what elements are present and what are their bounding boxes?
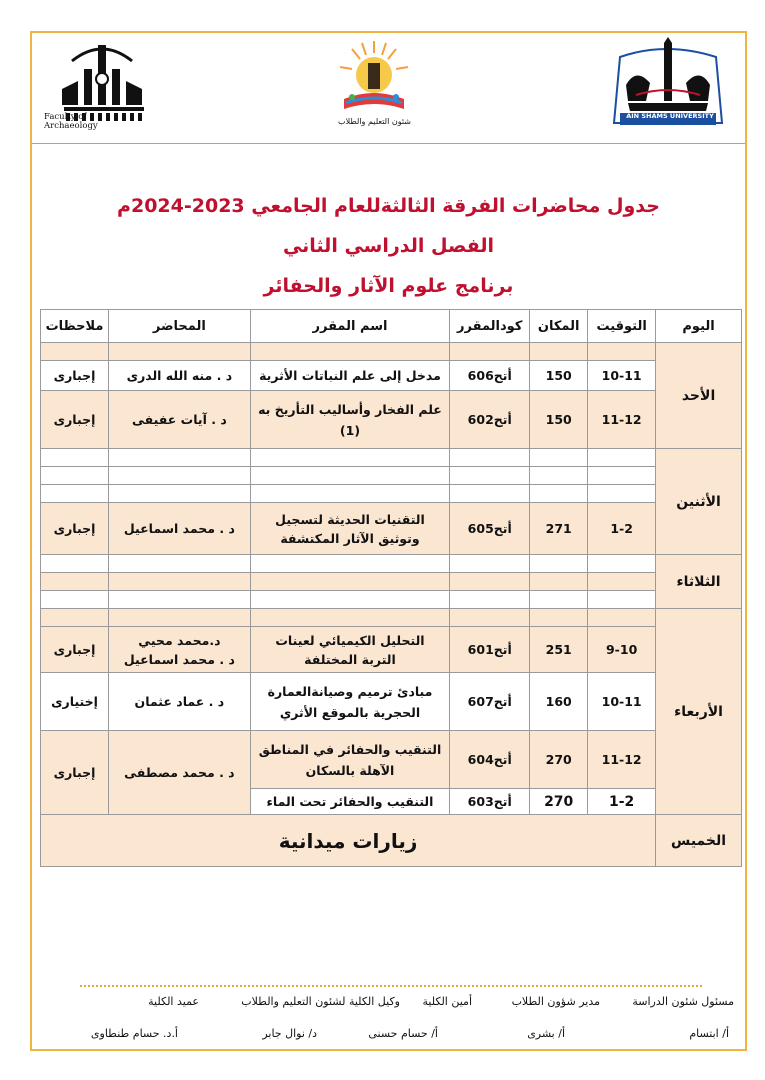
empty-cell [588,591,656,609]
row-lecturer: د . محمد اسماعيل [109,503,251,555]
table-row [41,815,742,867]
course-line: التربة المختلفة [304,651,396,667]
empty-cell [41,591,109,609]
course-line: الحجرية بالموقع الأثري [279,704,421,720]
row-place: 251 [530,627,588,673]
signature-name: أ/ بشرى [527,1027,565,1040]
row-time: 11-12 [588,391,656,449]
row-course [250,731,450,789]
table-row [41,591,742,609]
empty-cell [450,609,530,627]
row-lecturer: د . عماد عثمان [109,673,251,731]
row-code: أتح604 [450,731,530,789]
empty-cell [450,591,530,609]
course-line: (1) [339,422,361,438]
empty-cell [588,555,656,573]
header-time: التوقيت [588,310,656,343]
empty-cell [41,467,109,485]
empty-cell [250,485,450,503]
footer-divider [80,985,702,987]
row-code: أتح605 [450,503,530,555]
empty-cell [588,449,656,467]
empty-cell [530,343,588,361]
empty-cell [41,573,109,591]
empty-cell [41,609,109,627]
course-line: التقنيات الحديثة لتسجيل [275,511,425,527]
header-notes: ملاحظات [41,310,109,343]
lecturer-line: د.محمد محيي [138,632,221,648]
row-code: أتح606 [450,361,530,391]
empty-cell [41,449,109,467]
table-row [41,573,742,591]
education-affairs-logo [332,37,417,142]
header-lecturer: المحاضر [109,310,251,343]
day-thursday: الخميس [656,815,742,867]
empty-cell [530,555,588,573]
empty-cell [588,573,656,591]
row-course: التنقيب والحفائر تحت الماء [250,789,450,815]
empty-cell [530,609,588,627]
empty-cell [41,343,109,361]
empty-cell [41,485,109,503]
empty-cell [450,449,530,467]
empty-cell [109,343,251,361]
row-course [250,503,450,555]
row-notes: إجبارى [41,361,109,391]
course-line: مبادئ ترميم وصيانةالعمارة [267,683,433,699]
row-code: أتح603 [450,789,530,815]
empty-cell [450,573,530,591]
day-wednesday: الأربعاء [656,609,742,815]
row-notes: إجبارى [41,391,109,449]
empty-cell [588,343,656,361]
empty-cell [109,555,251,573]
table-row [41,391,742,449]
row-time: 10-11 [588,361,656,391]
empty-cell [250,449,450,467]
signature-name: أ/ ابتسام [689,1027,729,1040]
empty-cell [530,573,588,591]
row-course [250,673,450,731]
course-line: علم الفخار وأساليب التأريخ به [258,401,442,417]
empty-cell [250,573,450,591]
empty-cell [588,467,656,485]
table-row [41,343,742,361]
header-divider [32,143,745,144]
faculty-logo-caption: Faculty of Archaeology [44,112,98,131]
signature-name: د/ نوال جابر [262,1027,317,1040]
right-logo-caption: AIN SHAMS UNIVERSITY [626,112,714,120]
course-line: الآهلة بالسكان [305,762,395,778]
empty-cell [250,343,450,361]
row-place: 270 [530,731,588,789]
empty-cell [450,343,530,361]
row-notes: إختيارى [41,673,109,731]
table-row [41,503,742,555]
row-time: 9-10 [588,627,656,673]
row-place: 150 [530,361,588,391]
day-sunday: الأحد [656,343,742,449]
empty-cell [450,555,530,573]
schedule-page [30,31,747,1051]
row-time: 10-11 [588,673,656,731]
schedule-title: جدول محاضرات الفرقة الثالثةللعام الجامعي 2023-2024م [117,195,660,217]
lecturer-line: د . محمد اسماعيل [123,651,235,667]
empty-cell [109,467,251,485]
row-lecturer: د . محمد مصطفى [109,731,251,815]
signature-title: مسئول شئون الدراسة [632,995,734,1008]
row-code: أتح607 [450,673,530,731]
program-title: برنامج علوم الآثار والحفائر [263,275,514,297]
logo-bar [32,33,745,143]
row-course [250,391,450,449]
row-notes: إجبارى [41,503,109,555]
table-row [41,627,742,673]
table-row [41,361,742,391]
table-row [41,673,742,731]
row-code: أتح601 [450,627,530,673]
course-line: التحليل الكيميائي لعينات [275,632,425,648]
table-row [41,555,742,573]
row-place: 270 [530,789,588,815]
row-time: 1-2 [588,503,656,555]
signature-name: أ.د. حسام طنطاوى [90,1027,178,1040]
course-line: وتوثيق الآثار المكتشفة [280,530,420,546]
empty-cell [530,591,588,609]
day-monday: الأثنين [656,449,742,555]
center-logo-caption: شئون التعليم والطلاب [338,117,411,126]
empty-cell [530,467,588,485]
signature-title: عميد الكلية [148,995,199,1008]
schedule-table [40,309,742,867]
empty-cell [109,573,251,591]
empty-cell [250,591,450,609]
row-time: 1-2 [588,789,656,815]
signature-title: وكيل الكلية لشئون التعليم والطلاب [241,995,400,1008]
row-place: 150 [530,391,588,449]
empty-cell [450,485,530,503]
empty-cell [250,467,450,485]
field-visits: زيارات ميدانية [41,815,656,867]
row-place: 160 [530,673,588,731]
row-course: مدخل إلى علم النباتات الأثرية [250,361,450,391]
row-notes: إجبارى [41,731,109,815]
signature-name: أ/ حسام حسنى [368,1027,438,1040]
row-notes: إجبارى [41,627,109,673]
empty-cell [530,485,588,503]
course-line: التنقيب والحفائر في المناطق [258,741,442,757]
table-row [41,609,742,627]
row-course [250,627,450,673]
empty-cell [450,467,530,485]
empty-cell [250,555,450,573]
row-time: 11-12 [588,731,656,789]
header-place: المكان [530,310,588,343]
empty-cell [109,609,251,627]
table-header-row [41,310,742,343]
empty-cell [588,609,656,627]
semester-title: الفصل الدراسي الثاني [282,235,495,257]
row-lecturer: د . منه الله الدرى [109,361,251,391]
header-code: كودالمقرر [450,310,530,343]
empty-cell [41,555,109,573]
table-row [41,731,742,789]
header-day: اليوم [656,310,742,343]
table-row [41,449,742,467]
empty-cell [250,609,450,627]
empty-cell [530,449,588,467]
empty-cell [109,485,251,503]
table-row [41,467,742,485]
header-course: اسم المقرر [250,310,450,343]
signature-title: مدير شؤون الطلاب [511,995,600,1008]
signature-title: أمين الكلية [422,995,472,1008]
row-lecturer [109,627,251,673]
table-row [41,485,742,503]
empty-cell [588,485,656,503]
row-place: 271 [530,503,588,555]
day-tuesday: الثلاثاء [656,555,742,609]
row-code: أتح602 [450,391,530,449]
empty-cell [109,591,251,609]
row-lecturer: د . آيات عفيفى [109,391,251,449]
empty-cell [109,449,251,467]
